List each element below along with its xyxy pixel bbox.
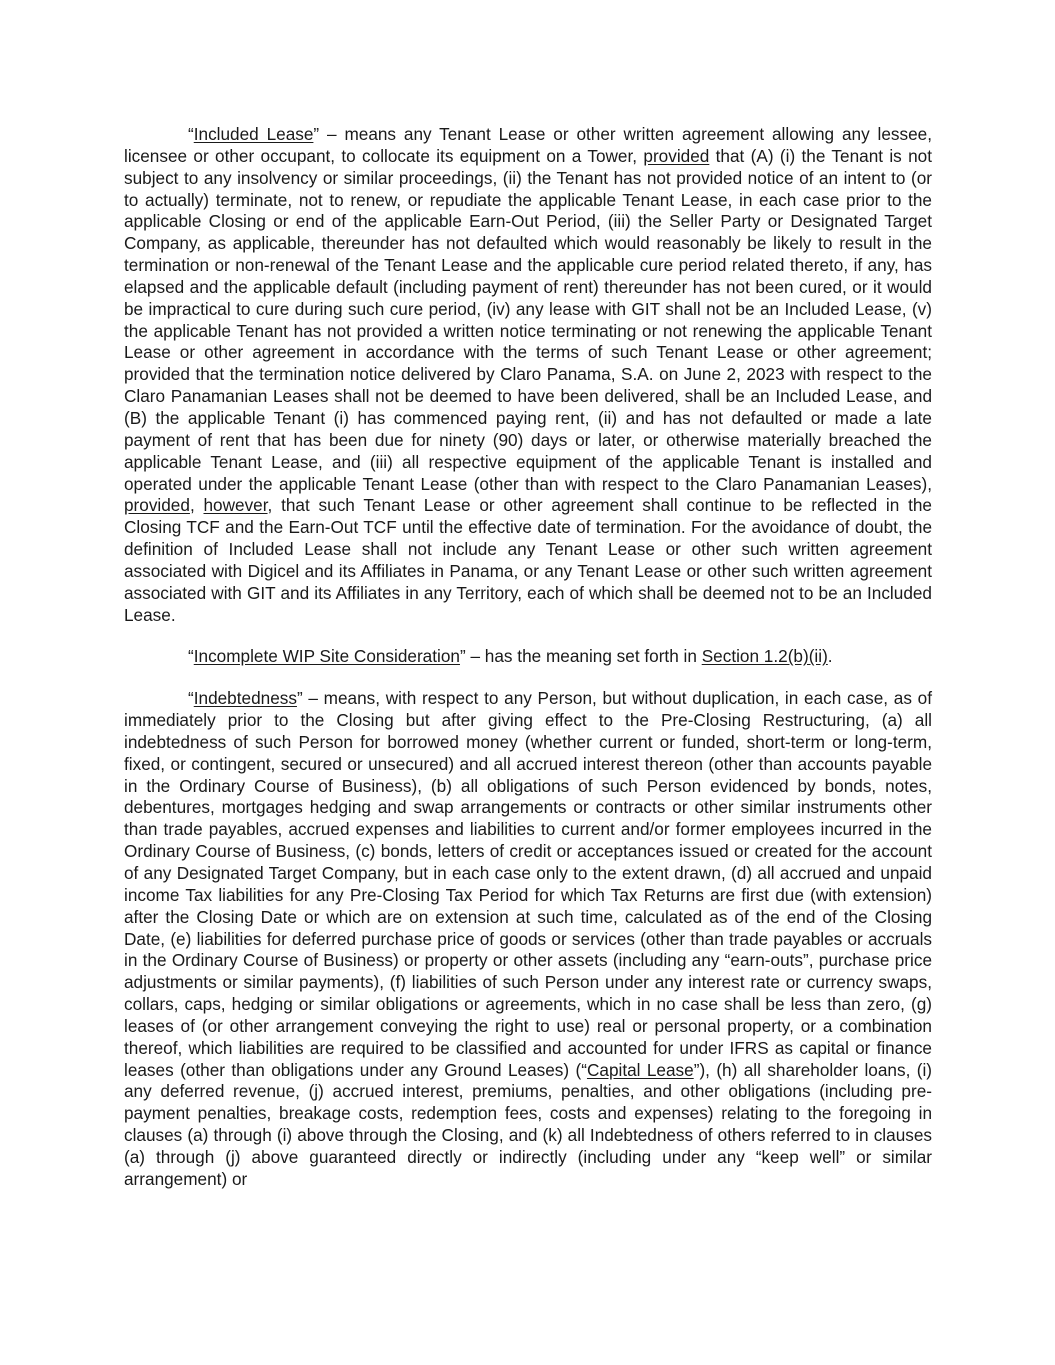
- definition-text: – means, with respect to any Person, but without duplication, in each case, as of immediately prior to the Closing but after giving effect to the Pre-Closing Restructuring, (a) all indebtedness of such Person for borrowed money (whether current or funded, short-term or long-term, fixed, or contingent, secured or unsecured) and all accrued interest thereon (other than accounts payable in the Ordinary Course of Business), (b) all obligations of such Person evidenced by bonds, notes, debentures, mortgages hedging and swap arrangements or contracts or other similar instruments other than trade payables, accrued expenses and liabilities to current and/or former employees incurred in the Ordinary Course of Business, (c) bonds, letters of credit or acceptances issued or created for the account of any Designated Target Company, but in each case only to the extent drawn, (d) all accrued and unpaid income Tax liabilities for any Pre-Closing Tax Period for which Tax Returns are first due (with extension) after the Closing Date or which are on extension at such time, calculated as of the end of the Closing Date, (e) liabilities for deferred purchase price of goods or services (other than trade payables or accruals in the Ordinary Course of Business) or property or other assets (including any “earn-outs”, purchase price adjustments or similar payments), (f) liabilities of such Person under any interest rate or currency swaps, collars, caps, hedging or similar obligations or agreements, which in no case shall be less than zero, (g) leases of (or other arrangement conveying the right to use) real or personal property, or a combination thereof, which liabilities are required to be classified and accounted for under IFRS as capital or finance leases (other than obligations under any Ground Leases) (: [124, 688, 932, 1080]
- definition-text: – has the meaning set forth in: [465, 646, 702, 667]
- open-quote: “: [188, 124, 194, 144]
- provided-term: provided: [643, 145, 710, 166]
- open-quote: “: [188, 646, 194, 667]
- definition-incomplete-wip: [124, 646, 932, 668]
- document-page: [124, 124, 932, 1191]
- period: .: [827, 646, 833, 667]
- close-quote: ”: [313, 124, 320, 144]
- definition-included-lease: [124, 124, 932, 626]
- defined-term-capital-lease: Capital Lease: [586, 1059, 694, 1080]
- close-quote: ”: [693, 1059, 700, 1080]
- definition-indebtedness: [124, 688, 932, 1190]
- defined-term-indebtedness: Indebtedness: [193, 688, 297, 709]
- definition-text: that (A) (i) the Tenant is not subject to any insolvency or similar proceedings, (ii) the Tenant has not provided notice of an intent to (or to actually) terminate, not to renew, or repudiate the applicable Tenant Lease, in each case prior to the applicable Closing or end of the applicable Earn-Out Period, (iii) the Seller Party or Designated Target Company, as applicable, thereunder has not defaulted which would reasonably be likely to result in the termination or non-renewal of the Tenant Lease and the applicable cure period related thereto, if any, has elapsed and the applicable default (including payment of rent) thereunder has not been cured, or it would be impractical to cure during such cure period, (iv) any lease with GIT shall not be an Included Lease, (v) the applicable Tenant has not provided a written notice terminating or not renewing the applicable Tenant Lease or other agreement in accordance with the terms of such Tenant Lease or other agreement; provided that the termination notice delivered by Claro Panama, S.A. on June 2, 2023 with respect to the Claro Panamanian Leases shall not be deemed to have been delivered, shall be an Included Lease, and (B) the applicable Tenant (i) has commenced paying rent, (ii) and has not defaulted or made a late payment of rent that has been due for ninety (90) days or later, or otherwise materially breached the applicable Tenant Lease, and (iii) all respective equipment of the applicable Tenant is installed and operated under the applicable Tenant Lease (other than with respect to the Claro Panamanian Leases),: [124, 145, 932, 494]
- close-quote: ”: [459, 646, 466, 667]
- definition-text: , that such Tenant Lease or other agreement shall continue to be reflected in the Closing TCF and the Earn-Out TCF until the effective date of termination. For the avoidance of doubt, the definition of Included Lease shall not include any Tenant Lease or other such written agreement associated with Digicel and its Affiliates in Panama, or any Tenant Lease or other such written agreement associated with GIT and its Affiliates in any Territory, each of which shall be deemed not to be an Included Lease.: [124, 495, 932, 625]
- section-reference: Section 1.2(b)(ii): [701, 646, 828, 667]
- separator-comma: ,: [189, 495, 204, 516]
- however-term: however: [203, 495, 268, 516]
- defined-term-incomplete-wip: Incomplete WIP Site Consideration: [193, 646, 460, 667]
- open-quote: “: [188, 688, 194, 709]
- defined-term-included-lease: Included Lease: [193, 124, 314, 144]
- provided-term: provided: [124, 495, 190, 516]
- definition-text: ), (h) all shareholder loans, (i) any deferred revenue, (j) accrued interest, premiums, penalties, and other obligations (including pre-payment penalties, breakage costs, redemption fees, costs and expenses) relating to the foregoing in clauses (a) through (i) above through the Closing, and (k) all Indebtedness of others referred to in clauses (a) through (j) above guaranteed directly or indirectly (including under any “keep well” or similar arrangement) or: [124, 1059, 933, 1189]
- definition-text: – means any Tenant Lease or other written agreement allowing any lessee, licensee or other occupant, to collocate its equipment on a Tower,: [124, 124, 932, 166]
- close-quote: ”: [296, 688, 303, 709]
- open-quote: “: [581, 1059, 587, 1080]
